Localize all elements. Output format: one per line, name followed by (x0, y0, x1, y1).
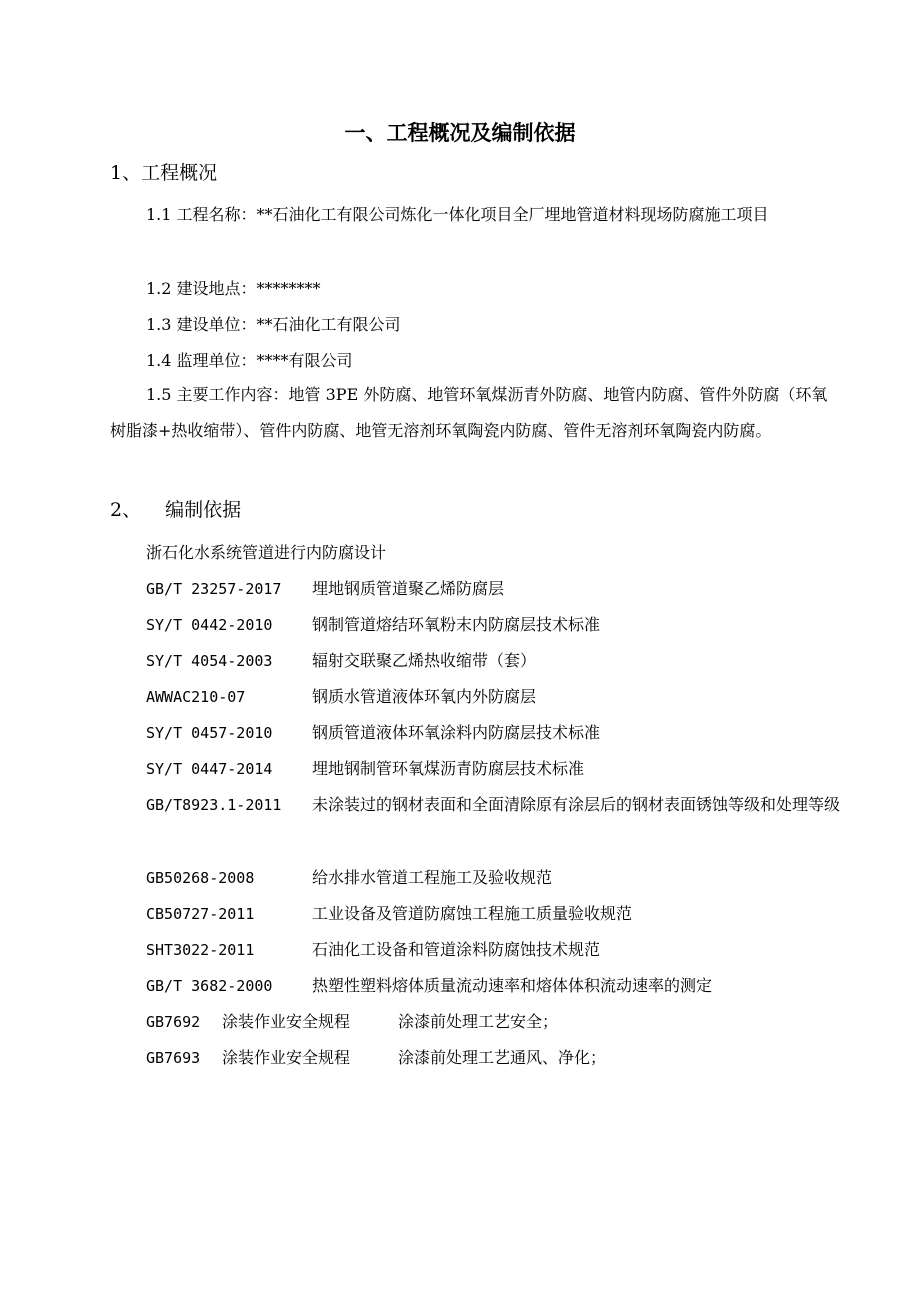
reference-code: GB50268-2008 (146, 869, 255, 887)
reference-code: SY/T 0457-2010 (146, 724, 273, 742)
section-heading-overview (110, 159, 217, 187)
construction-site-line: 1.2 建设地点：******** (146, 279, 321, 298)
safety-standard: 涂装作业安全规程 (222, 1048, 351, 1067)
reference-item-wrapped (110, 787, 840, 823)
reference-title: 热塑性塑料熔体质量流动速率和熔体体积流动速率的测定 (312, 976, 713, 995)
reference-item (146, 866, 832, 890)
reference-code: SY/T 0442-2010 (146, 616, 273, 634)
reference-title: 钢制管道熔结环氧粉末内防腐层技术标准 (312, 615, 601, 634)
reference-title: 埋地钢质管道聚乙烯防腐层 (312, 579, 505, 598)
project-name-paragraph (110, 197, 832, 233)
safety-code: GB7693 (146, 1049, 201, 1067)
reference-item (146, 721, 832, 745)
project-name-text: 1.1 工程名称：**石油化工有限公司炼化一体化项目全厂埋地管道材料现场防腐施工项目 (146, 205, 769, 224)
work-scope-paragraph (110, 377, 832, 449)
reference-title: 未涂装过的钢材表面和全面清除原有涂层后的钢材表面锈蚀等级和处理等级 (312, 795, 841, 814)
reference-item (146, 757, 832, 781)
document-title: 一、工程概况及编制依据 (344, 121, 576, 145)
reference-code: GB/T 23257-2017 (146, 580, 282, 598)
reference-item (146, 974, 832, 998)
reference-title: 工业设备及管道防腐蚀工程施工质量验收规范 (312, 904, 633, 923)
reference-code: SY/T 4054-2003 (146, 652, 273, 670)
safety-reference-item (146, 1046, 606, 1070)
reference-code: GB/T 3682-2000 (146, 977, 273, 995)
reference-item (146, 902, 832, 926)
section-title: 编制依据 (165, 499, 242, 521)
safety-scope: 涂漆前处理工艺安全； (398, 1012, 559, 1031)
supervision-unit-line: 1.4 监理单位：****有限公司 (146, 351, 353, 370)
reference-item (146, 577, 832, 601)
reference-code: CB50727-2011 (146, 905, 255, 923)
reference-code: SY/T 0447-2014 (146, 760, 273, 778)
reference-code: AWWAC210-07 (146, 688, 246, 706)
safety-scope: 涂漆前处理工艺通风、净化； (398, 1048, 607, 1067)
section-heading-basis (110, 496, 241, 524)
reference-title: 辐射交联聚乙烯热收缩带（套） (312, 651, 537, 670)
safety-code: GB7692 (146, 1013, 201, 1031)
section-title: 工程概况 (141, 162, 218, 184)
section-number: 1、 (110, 162, 142, 184)
reference-title: 钢质管道液体环氧涂料内防腐层技术标准 (312, 723, 601, 742)
safety-standard: 涂装作业安全规程 (222, 1012, 351, 1031)
safety-reference-item (146, 1010, 558, 1034)
basis-intro-line: 浙石化水系统管道进行内防腐设计 (146, 543, 387, 562)
reference-title: 给水排水管道工程施工及验收规范 (312, 868, 553, 887)
reference-title: 钢质水管道液体环氧内外防腐层 (312, 687, 537, 706)
work-scope-text: 1.5 主要工作内容：地管 3PE 外防腐、地管环氧煤沥青外防腐、地管内防腐、管件外防腐（环氧树脂漆+热收缩带）、管件内防腐、地管无溶剂环氧陶瓷内防腐、管件无溶剂环氧陶瓷内防腐。 (110, 385, 828, 440)
reference-title: 石油化工设备和管道涂料防腐蚀技术规范 (312, 940, 601, 959)
reference-item (146, 685, 832, 709)
reference-item (146, 938, 832, 962)
reference-title: 埋地钢制管环氧煤沥青防腐层技术标准 (312, 759, 585, 778)
reference-item (146, 649, 832, 673)
owner-unit-line: 1.3 建设单位：**石油化工有限公司 (146, 315, 401, 334)
section-number: 2、 (110, 499, 142, 521)
reference-code: GB/T8923.1-2011 (146, 796, 282, 814)
reference-code: SHT3022-2011 (146, 941, 255, 959)
reference-item (146, 613, 832, 637)
